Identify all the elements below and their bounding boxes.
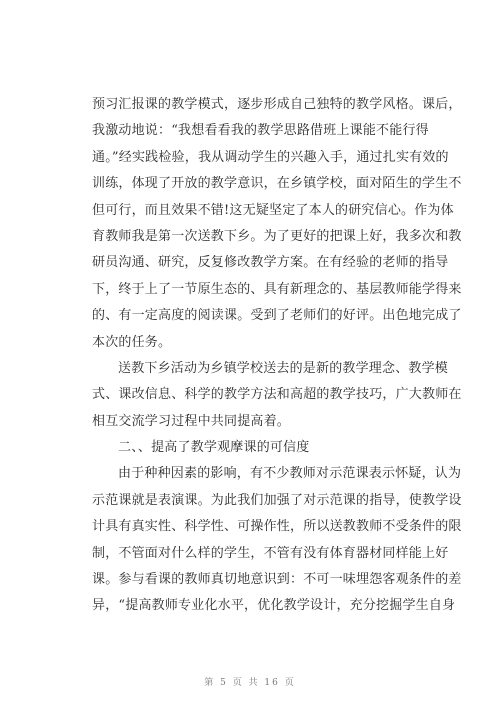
text-line: 制，不管面对什么样的学生，不管有没有体育器材同样能上好: [92, 545, 449, 561]
text-line: 预习汇报课的教学模式，逐步形成自己独特的教学风格。课后，: [92, 97, 462, 112]
body-text: [92, 92, 462, 620]
text-line: 育教师我是第一次送教下乡。为了更好的把课上好，我多次和教: [92, 228, 462, 244]
text-line: 下，终于上了一节原生态的、具有新理念的、基层教师能学得来: [92, 281, 462, 297]
text-line: 的、有一定高度的阅读课。受到了老师们的好评。出色地完成了: [92, 308, 462, 324]
page-number-footer: 第 5 页 共 16 页: [204, 678, 296, 688]
text-line: 送教下乡活动为乡镇学校送去的是新的教学理念、教学模: [118, 360, 449, 376]
text-line: 研员沟通、研究，反复修改教学方案。在有经验的老师的指导: [92, 255, 449, 271]
text-line: 示范课就是表演课。为此我们加强了对示范课的指导，使教学设: [92, 492, 462, 508]
text-line: 计具有真实性、科学性、可操作性，所以送教教师不受条件的限: [92, 519, 462, 535]
text-line: 本次的任务。: [92, 334, 172, 350]
text-line: 相互交流学习过程中共同提高着。: [92, 413, 291, 429]
text-line: 但可行，而且效果不错!这无疑坚定了本人的研究信心。作为体: [92, 202, 454, 218]
text-line: 我激动地说：“我想看看我的教学思路借班上课能不能行得: [92, 123, 429, 139]
section-heading: 二、、提高了教学观摩课的可信度: [118, 440, 310, 456]
text-line: 异，“提高教师专业化水平，优化教学设计，充分挖掘学生自身: [92, 598, 456, 614]
text-line: 式、课改信息、科学的教学方法和高超的教学技巧，广大教师在: [92, 387, 462, 403]
text-line: 训练，体现了开放的教学意识，在乡镇学校，面对陌生的学生不: [92, 176, 462, 192]
text-line: 通。”经实践检验，我从调动学生的兴趣入手，通过扎实有效的: [92, 149, 449, 165]
text-line: 课。参与看课的教师真切地意识到：不可一味埋怨客观条件的差: [92, 572, 462, 588]
text-line: 由于种种因素的影响，有不少教师对示范课表示怀疑，认为: [118, 466, 462, 482]
